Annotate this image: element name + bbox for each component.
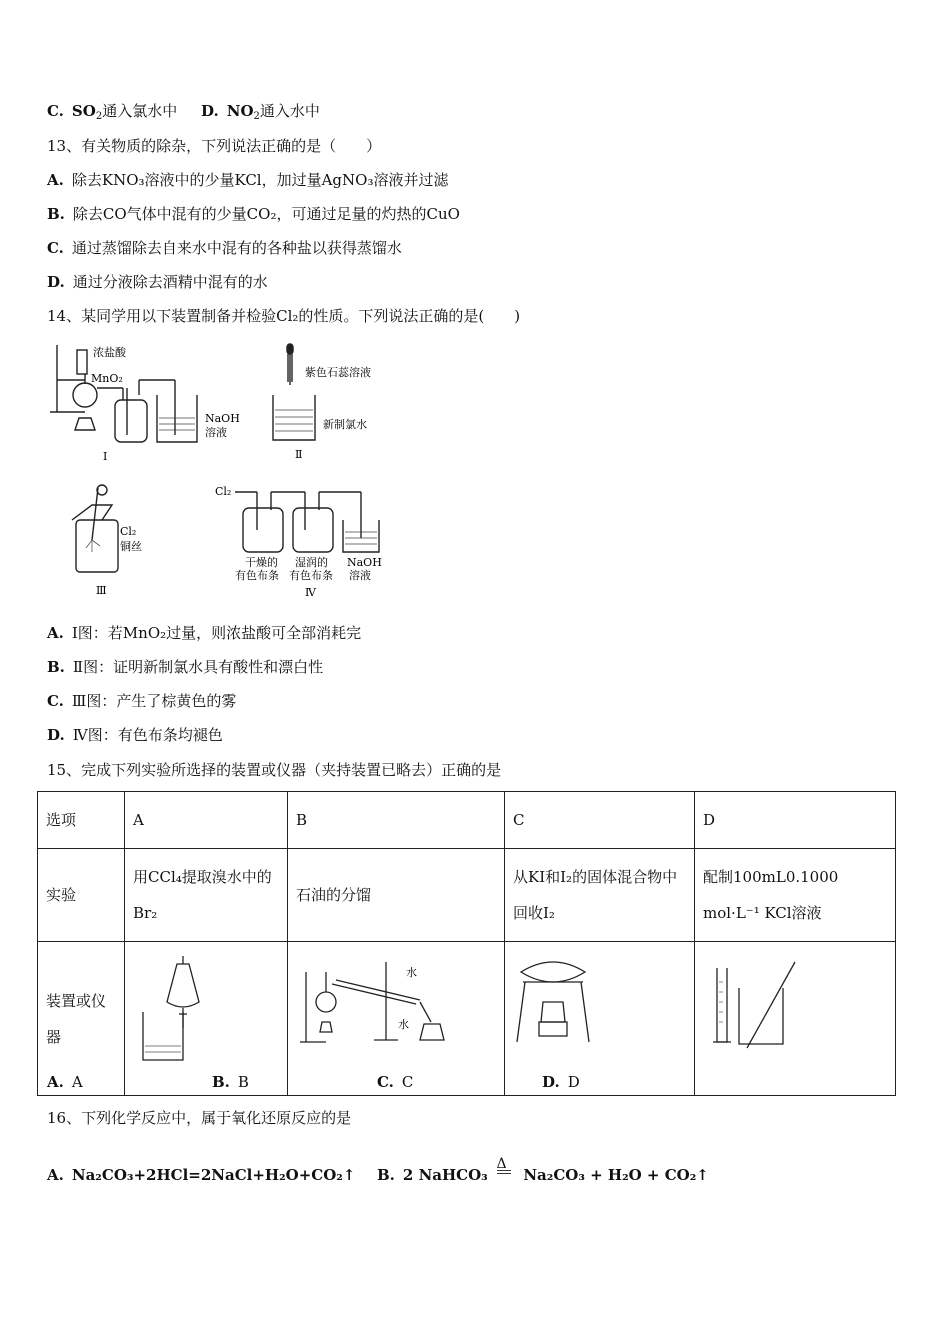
option-label: B. bbox=[212, 1073, 230, 1091]
option-text: 除去KNO₃溶液中的少量KCl，加过量AgNO₃溶液并过滤 bbox=[71, 171, 449, 189]
cylinder-beaker-icon bbox=[703, 952, 823, 1062]
q14-stem: 14、某同学用以下装置制备并检验Cl₂的性质。下列说法正确的是( ) bbox=[47, 307, 521, 325]
fig4-label-wet: 湿润的 bbox=[295, 556, 328, 569]
q12-option-c-formula: SO bbox=[71, 102, 96, 120]
option-label: A. bbox=[47, 1166, 64, 1184]
q12-option-line bbox=[47, 101, 320, 127]
separatory-funnel-icon bbox=[133, 952, 253, 1072]
q13-option-c bbox=[47, 238, 402, 258]
option-text: Ⅳ图：有色布条均褪色 bbox=[72, 726, 223, 744]
option-label: A. bbox=[47, 624, 64, 642]
table-header-row bbox=[38, 792, 896, 849]
header-cell: D bbox=[695, 792, 896, 849]
fig4-caption: Ⅳ bbox=[305, 586, 316, 599]
equals-sign bbox=[497, 1170, 511, 1174]
q14-figure-2 bbox=[265, 340, 395, 465]
option-label: A. bbox=[47, 1073, 64, 1091]
q12-option-d-text: 通入水中 bbox=[259, 102, 320, 120]
q16-option-a bbox=[47, 1165, 355, 1185]
device-b-label-water-1: 水 bbox=[406, 966, 417, 979]
fig4-label-solution: 溶液 bbox=[349, 569, 371, 582]
q14-option-c bbox=[47, 691, 236, 711]
equation-right: Na₂CO₃ + H₂O + CO₂↑ bbox=[523, 1166, 709, 1184]
fig4-label-naoh: NaOH bbox=[347, 556, 382, 569]
header-cell: B bbox=[288, 792, 505, 849]
fig3-caption: Ⅲ bbox=[96, 584, 107, 597]
option-text: B bbox=[237, 1073, 249, 1091]
option-text: Na₂CO₃+2HCl=2NaCl+H₂O+CO₂↑ bbox=[71, 1166, 356, 1184]
fig4-label-cloth-2: 有色布条 bbox=[289, 569, 333, 582]
q15-table bbox=[37, 791, 896, 1096]
fig2-label-chlorine-water: 新制氯水 bbox=[323, 418, 367, 431]
q13-option-d bbox=[47, 272, 268, 292]
q12-option-c-sub: 2 bbox=[95, 111, 103, 122]
fig1-label-mno2: MnO₂ bbox=[91, 372, 123, 385]
table-cell-device-c bbox=[505, 942, 695, 1096]
option-label: B. bbox=[377, 1166, 395, 1184]
heat-condition: Δ bbox=[496, 1156, 507, 1172]
q15-stem: 15、完成下列实验所选择的装置或仪器（夹持装置已略去）正确的是 bbox=[47, 761, 502, 779]
table-cell: 石油的分馏 bbox=[288, 849, 505, 942]
option-label: B. bbox=[47, 205, 65, 223]
option-text: 除去CO气体中混有的少量CO₂，可通过足量的灼热的CuO bbox=[72, 205, 460, 223]
q14-figure-4 bbox=[213, 480, 403, 602]
row-label: 实验 bbox=[38, 849, 125, 942]
header-cell: A bbox=[125, 792, 288, 849]
q14-option-a bbox=[47, 623, 361, 643]
option-text: C bbox=[401, 1073, 414, 1091]
table-cell-device-a bbox=[125, 942, 288, 1096]
fig3-label-cl2: Cl₂ bbox=[120, 525, 137, 538]
q15-answer-a bbox=[47, 1073, 83, 1091]
option-text: A bbox=[71, 1073, 83, 1091]
table-cell: 用CCl₄提取溴水中的Br₂ bbox=[125, 849, 288, 942]
fig1-label-hcl: 浓盐酸 bbox=[93, 346, 126, 359]
option-label: C. bbox=[47, 692, 64, 710]
option-text: 通过蒸馏除去自来水中混有的各种盐以获得蒸馏水 bbox=[71, 239, 402, 257]
option-label: D. bbox=[542, 1073, 560, 1091]
sublimation-apparatus-icon bbox=[513, 952, 633, 1062]
q15-answer-c bbox=[377, 1073, 413, 1091]
table-row-device bbox=[38, 942, 896, 1096]
fig1-label-solution: 溶液 bbox=[205, 426, 227, 439]
option-text: Ⅰ图：若MnO₂过量，则浓盐酸可全部消耗完 bbox=[71, 624, 362, 642]
fig4-label-cloth-1: 有色布条 bbox=[235, 569, 279, 582]
fig4-label-dry: 干燥的 bbox=[245, 556, 278, 569]
fig3-label-copper: 铜丝 bbox=[120, 540, 142, 553]
q14-option-b bbox=[47, 657, 323, 677]
q13-stem: 13、有关物质的除杂，下列说法正确的是（ ） bbox=[47, 137, 382, 155]
option-label: C. bbox=[47, 239, 64, 257]
option-label: C. bbox=[377, 1073, 394, 1091]
device-b-label-water-2: 水 bbox=[398, 1018, 409, 1031]
fig4-label-cl2: Cl₂ bbox=[215, 485, 232, 498]
q15-answer-d bbox=[542, 1073, 580, 1091]
option-text: 通过分液除去酒精中混有的水 bbox=[72, 273, 268, 291]
q12-option-d-sub: 2 bbox=[253, 111, 260, 122]
option-label: D. bbox=[47, 273, 65, 291]
option-label: D. bbox=[47, 726, 65, 744]
q16-stem: 16、下列化学反应中，属于氧化还原反应的是 bbox=[47, 1109, 352, 1127]
q14-figure-1 bbox=[45, 340, 245, 465]
q12-option-d-label: D. bbox=[201, 102, 219, 120]
distillation-apparatus-icon bbox=[296, 952, 476, 1062]
q14-figure-3 bbox=[62, 480, 182, 600]
q15-answer-b bbox=[212, 1073, 249, 1091]
option-text: Ⅱ图：证明新制氯水具有酸性和漂白性 bbox=[72, 658, 324, 676]
q12-option-d-formula: NO bbox=[226, 102, 254, 120]
option-label: B. bbox=[47, 658, 65, 676]
equation-left: 2 NaHCO₃ bbox=[402, 1166, 488, 1184]
fig1-caption: Ⅰ bbox=[103, 450, 108, 463]
header-cell: C bbox=[505, 792, 695, 849]
table-cell-device-d bbox=[695, 942, 896, 1096]
q12-option-c-text: 通入氯水中 bbox=[102, 102, 178, 120]
option-text: Ⅲ图：产生了棕黄色的雾 bbox=[71, 692, 237, 710]
table-row-experiment bbox=[38, 849, 896, 942]
table-cell: 从KI和I₂的固体混合物中回收I₂ bbox=[505, 849, 695, 942]
q14-option-d bbox=[47, 725, 223, 745]
q13-option-a bbox=[47, 170, 448, 190]
fig1-label-naoh: NaOH bbox=[205, 412, 240, 425]
table-cell: 配制100mL0.1000 mol·L⁻¹ KCl溶液 bbox=[695, 849, 896, 942]
q12-option-c-label: C. bbox=[47, 102, 64, 120]
fig2-caption: Ⅱ bbox=[295, 448, 303, 461]
row-label: 装置或仪器 bbox=[38, 942, 125, 1096]
option-label: A. bbox=[47, 171, 64, 189]
header-cell: 选项 bbox=[38, 792, 125, 849]
q13-option-b bbox=[47, 204, 460, 224]
option-text: D bbox=[567, 1073, 580, 1091]
fig2-label-litmus: 紫色石蕊溶液 bbox=[305, 366, 371, 379]
q16-option-b bbox=[377, 1156, 709, 1185]
